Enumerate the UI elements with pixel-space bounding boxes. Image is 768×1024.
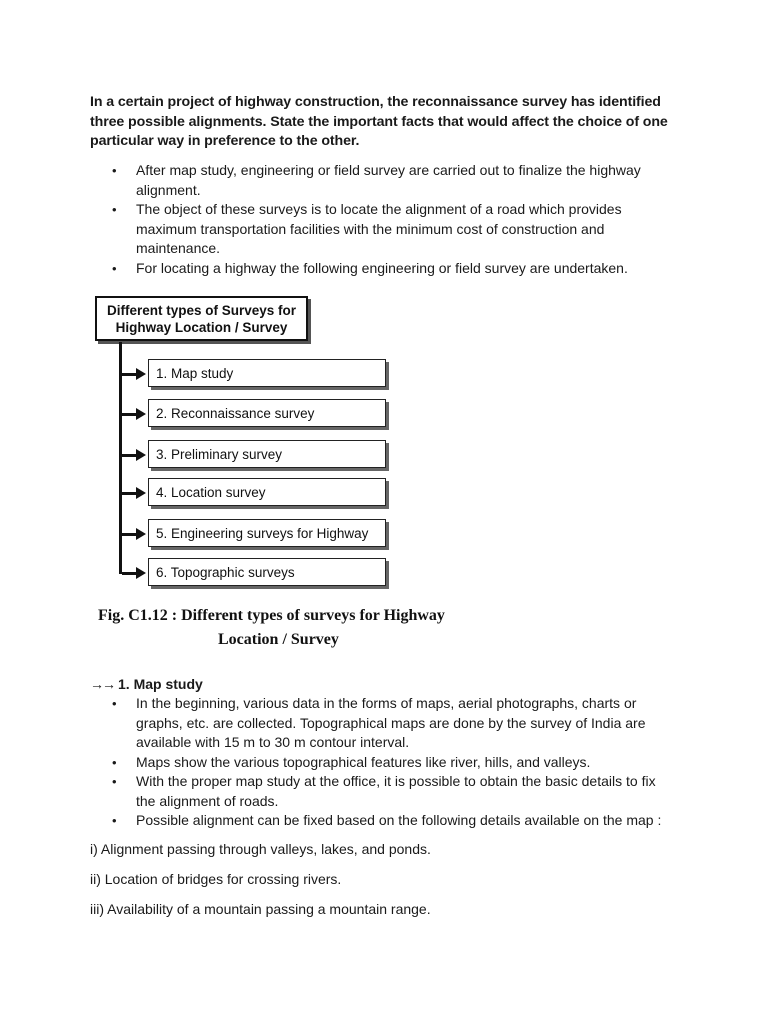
figure-caption-line1: Fig. C1.12 : Different types of surveys for Highway: [98, 607, 445, 624]
figure-item-label: 6. Topographic surveys: [148, 558, 386, 586]
question-text: In a certain project of highway construction, the reconnaissance survey has identified three possible alignments. State the important facts that would affect the choice of one particular way in preference to the other.: [90, 94, 668, 149]
point-paragraph: ii) Location of bridges for crossing rivers.: [90, 871, 342, 887]
list-item: • Possible alignment can be fixed based on the following details available on the map :: [90, 811, 670, 831]
list-item: • For locating a highway the following engineering or field survey are undertaken.: [90, 259, 670, 279]
survey-types-figure: [92, 292, 492, 652]
figure-header-line1: Different types of Surveys for: [106, 302, 297, 318]
figure-item-label: 2. Reconnaissance survey: [148, 399, 386, 427]
map-study-bullet-list: [90, 694, 670, 831]
arrow-right-icon: [136, 528, 146, 540]
arrow-right-icon: [136, 487, 146, 499]
section-heading: [90, 675, 203, 695]
list-item: • With the proper map study at the office, it is possible to obtain the basic details to fix the alignment of roads.: [90, 772, 670, 811]
double-arrow-icon: →→: [90, 676, 114, 692]
figure-item-label: 1. Map study: [148, 359, 386, 387]
list-item: • In the beginning, various data in the forms of maps, aerial photographs, charts or graphs, etc. are collected. Topographical maps are done by the survey of India are available with 15 m to 30 m contour interval.: [90, 694, 670, 753]
arrow-right-icon: [136, 408, 146, 420]
list-item: • The object of these surveys is to locate the alignment of a road which provides maximum transportation facilities with the minimum cost of construction and maintenance.: [90, 200, 670, 259]
section-title: 1. Map study: [118, 676, 203, 692]
figure-caption-line2: Location / Survey: [218, 631, 339, 648]
arrow-right-icon: [136, 368, 146, 380]
point-paragraph: iii) Availability of a mountain passing a mountain range.: [90, 901, 431, 917]
figure-item-label: 4. Location survey: [148, 478, 386, 506]
figure-caption: [98, 604, 498, 652]
list-item: • Maps show the various topographical features like river, hills, and valleys.: [90, 753, 670, 773]
intro-bullet-list: [90, 161, 670, 278]
list-item: • After map study, engineering or field survey are carried out to finalize the highway alignment.: [90, 161, 670, 200]
figure-item-label: 3. Preliminary survey: [148, 440, 386, 468]
arrow-right-icon: [136, 567, 146, 579]
figure-connector-line: [119, 342, 122, 574]
figure-header-line2: Highway Location / Survey: [115, 319, 288, 335]
figure-item-label: 5. Engineering surveys for Highway: [148, 519, 386, 547]
point-paragraph: i) Alignment passing through valleys, lakes, and ponds.: [90, 841, 431, 857]
arrow-right-icon: [136, 449, 146, 461]
figure-header-box: [95, 296, 308, 341]
